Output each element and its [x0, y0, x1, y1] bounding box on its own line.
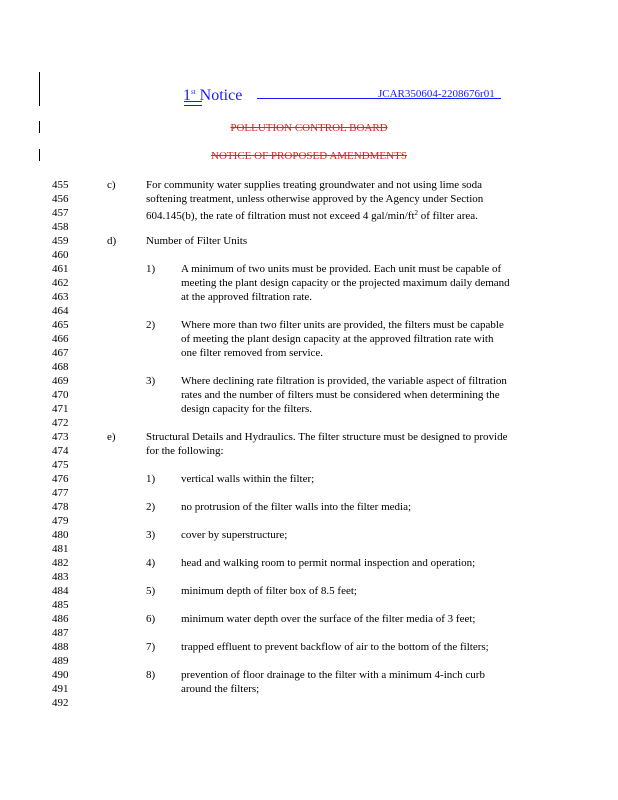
line-number: 472	[52, 417, 69, 429]
header-underline	[184, 105, 202, 106]
header-underline	[184, 101, 202, 102]
list-item-number: 5)	[146, 585, 156, 597]
list-item-line: no protrusion of the filter walls into the filter media;	[181, 501, 412, 513]
notice-title	[183, 82, 242, 106]
line-number: 466	[52, 333, 69, 345]
list-item-line: design capacity for the filters.	[181, 403, 313, 415]
document-id: JCAR350604-2208676r01	[378, 88, 495, 100]
list-item-line: minimum depth of filter box of 8.5 feet;	[181, 585, 357, 597]
line-number: 455	[52, 179, 69, 191]
notice-subtitle: NOTICE OF PROPOSED AMENDMENTS	[211, 150, 407, 162]
line-number: 462	[52, 277, 69, 289]
section-e-line: for the following:	[146, 445, 224, 457]
line-number: 461	[52, 263, 69, 275]
list-item-number: 6)	[146, 613, 156, 625]
line-number: 490	[52, 669, 69, 681]
line-number: 459	[52, 235, 69, 247]
section-label-c: c)	[107, 179, 116, 191]
list-item-line: trapped effluent to prevent backflow of air to the bottom of the filters;	[181, 641, 489, 653]
list-item-line: head and walking room to permit normal inspection and operation;	[181, 557, 476, 569]
line-number: 489	[52, 655, 69, 667]
line-number: 458	[52, 221, 69, 233]
section-c-superscript: 2	[414, 209, 419, 217]
line-number: 457	[52, 207, 69, 219]
list-item-line: vertical walls within the filter;	[181, 473, 315, 485]
list-item-number: 2)	[146, 319, 156, 331]
line-number: 478	[52, 501, 69, 513]
section-c-rate-tail: of filter area.	[418, 210, 478, 222]
section-e-line: Structural Details and Hydraulics. The filter structure must be designed to provide	[146, 431, 508, 443]
list-item-line: minimum water depth over the surface of the filter media of 3 feet;	[181, 613, 476, 625]
list-item-number: 3)	[146, 529, 156, 541]
list-item-line: prevention of floor drainage to the filter with a minimum 4-inch curb	[181, 669, 485, 681]
list-item-line: A minimum of two units must be provided. Each unit must be capable of	[181, 263, 502, 275]
section-label-d: d)	[107, 235, 117, 247]
line-number: 477	[52, 487, 69, 499]
line-number: 483	[52, 571, 69, 583]
line-number: 487	[52, 627, 69, 639]
notice-word: Notice	[199, 87, 243, 104]
line-number: 486	[52, 613, 69, 625]
section-label-e: e)	[107, 431, 116, 443]
line-number: 481	[52, 543, 69, 555]
list-item-number: 1)	[146, 473, 156, 485]
line-number: 469	[52, 375, 69, 387]
list-item-line: Where more than two filter units are provided, the filters must be capable	[181, 319, 504, 331]
list-item-number: 4)	[146, 557, 156, 569]
list-item-number: 8)	[146, 669, 156, 681]
list-item-line: rates and the number of filters must be considered when determining the	[181, 389, 500, 401]
line-number: 488	[52, 641, 69, 653]
line-number: 491	[52, 683, 69, 695]
line-number: 471	[52, 403, 69, 415]
line-number: 456	[52, 193, 69, 205]
list-item-number: 7)	[146, 641, 156, 653]
line-number: 467	[52, 347, 69, 359]
list-item-line: at the approved filtration rate.	[181, 291, 313, 303]
line-number: 476	[52, 473, 69, 485]
revision-bar	[39, 72, 40, 106]
line-number: 485	[52, 599, 69, 611]
section-d-title: Number of Filter Units	[146, 235, 248, 247]
section-c-rate-text: 604.145(b), the rate of filtration must not exceed 4 gal/min/ft	[146, 210, 415, 222]
list-item-number: 3)	[146, 375, 156, 387]
line-number: 492	[52, 697, 69, 709]
line-number: 463	[52, 291, 69, 303]
line-number: 480	[52, 529, 69, 541]
line-number: 470	[52, 389, 69, 401]
list-item-number: 2)	[146, 501, 156, 513]
line-number: 460	[52, 249, 69, 261]
section-c-line: For community water supplies treating groundwater and not using lime soda	[146, 179, 483, 191]
list-item-line: cover by superstructure;	[181, 529, 288, 541]
line-number: 473	[52, 431, 69, 443]
section-c-line	[146, 206, 546, 223]
line-number: 475	[52, 459, 69, 471]
line-number: 468	[52, 361, 69, 373]
notice-superscript: st	[191, 88, 196, 96]
list-item-line: around the filters;	[181, 683, 260, 695]
line-number: 465	[52, 319, 69, 331]
notice-header	[183, 82, 523, 114]
list-item-line: meeting the plant design capacity or the projected maximum daily demand	[181, 277, 510, 289]
agency-title: POLLUTION CONTROL BOARD	[230, 122, 388, 134]
list-item-line: Where declining rate filtration is provided, the variable aspect of filtration	[181, 375, 507, 387]
line-number: 482	[52, 557, 69, 569]
notice-number: 1	[183, 87, 191, 104]
line-number: 474	[52, 445, 69, 457]
section-c-line: softening treatment, unless otherwise approved by the Agency under Section	[146, 193, 484, 205]
line-number: 479	[52, 515, 69, 527]
list-item-line: of meeting the plant design capacity at the approved filtration rate with	[181, 333, 494, 345]
list-item-number: 1)	[146, 263, 156, 275]
line-number: 464	[52, 305, 69, 317]
list-item-line: one filter removed from service.	[181, 347, 324, 359]
line-number: 484	[52, 585, 69, 597]
